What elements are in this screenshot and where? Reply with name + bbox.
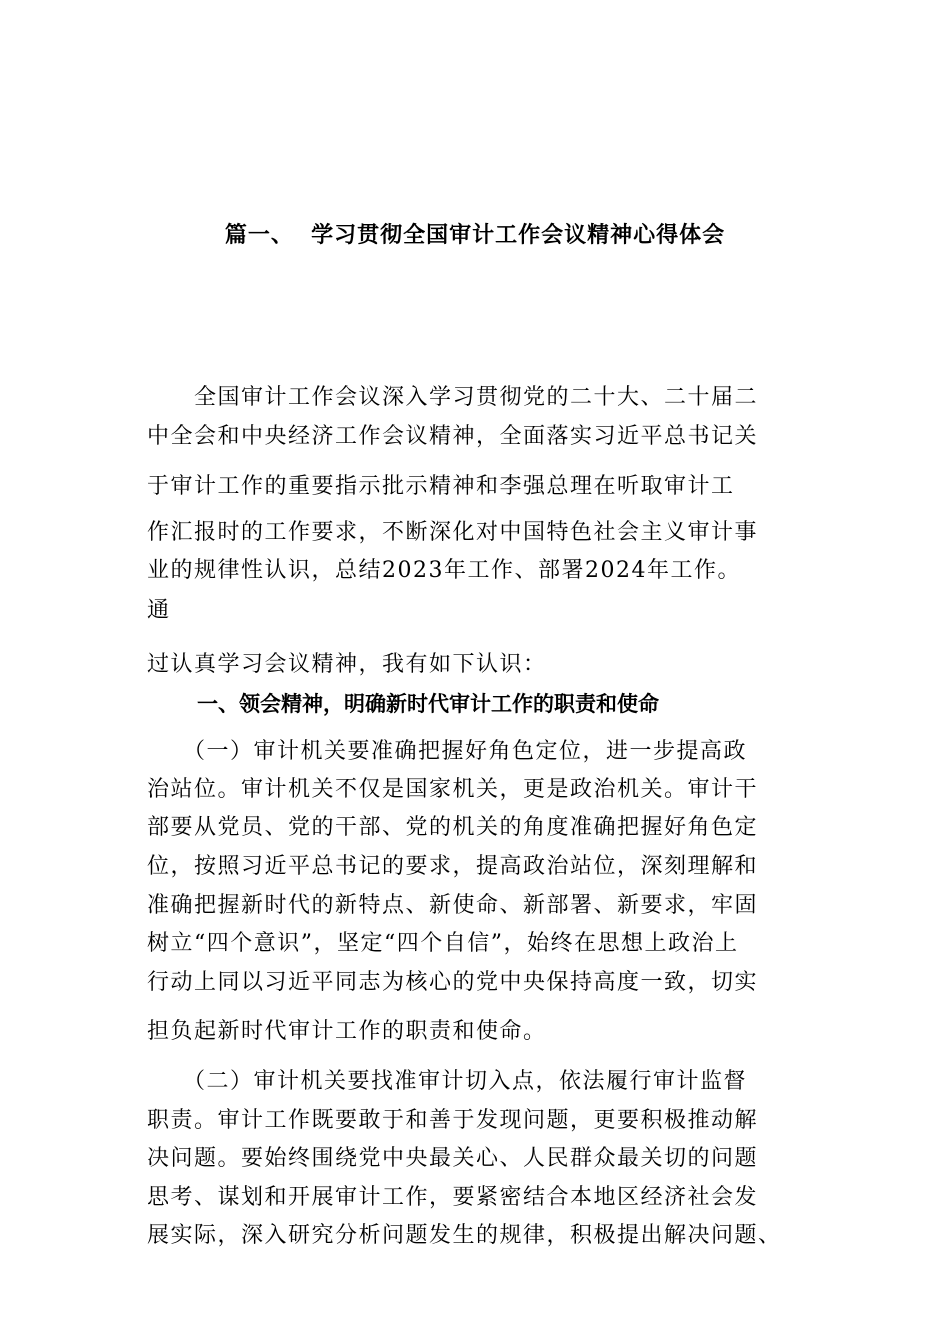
paragraph-line: （二）审计机关要找准审计切入点，依法履行审计监督 [147,1069,748,1094]
intro-line: 过认真学习会议精神，我有如下认识： [147,652,547,677]
section-heading: 一、领会精神，明确新时代审计工作的职责和使命 [197,692,659,716]
paragraph-line: 树立“四个意识”，坚定“四个自信”，始终在思想上政治上 [147,931,739,956]
intro-line: 作汇报时的工作要求，不断深化对中国特色社会主义审计事 [147,520,759,545]
paragraph-line: 展实际，深入研究分析问题发生的规律，积极提出解决问题、 [147,1223,782,1248]
intro-line: 通 [147,598,171,623]
paragraph-line: 思考、谋划和开展审计工作，要紧密结合本地区经济社会发 [147,1185,759,1210]
paragraph-line: 部要从党员、党的干部、党的机关的角度准确把握好角色定 [147,815,759,840]
paragraph-line: （一）审计机关要准确把握好角色定位，进一步提高政 [147,739,748,764]
paragraph-line: 治站位。审计机关不仅是国家机关，更是政治机关。审计干 [147,777,759,802]
intro-line: 中全会和中央经济工作会议精神，全面落实习近平总书记关 [147,424,759,449]
paragraph-line: 职责。审计工作既要敢于和善于发现问题，更要积极推动解 [147,1108,759,1133]
paragraph-line: 决问题。要始终围绕党中央最关心、人民群众最关切的问题 [147,1146,759,1171]
intro-line: 全国审计工作会议深入学习贯彻党的二十大、二十届二 [147,385,759,410]
intro-line: 业的规律性认识，总结2023年工作、部署2024年工作。 [147,558,741,583]
document-title: 篇一、 学习贯彻全国审计工作会议精神心得体会 [224,223,726,248]
intro-line: 于审计工作的重要指示批示精神和李强总理在听取审计工 [147,474,735,499]
paragraph-line: 行动上同以习近平同志为核心的党中央保持高度一致，切实 [147,970,759,995]
paragraph-line: 位，按照习近平总书记的要求，提高政治站位，深刻理解和 [147,854,759,879]
paragraph-line: 准确把握新时代的新特点、新使命、新部署、新要求，牢固 [147,893,759,918]
paragraph-line: 担负起新时代审计工作的职责和使命。 [147,1019,547,1044]
